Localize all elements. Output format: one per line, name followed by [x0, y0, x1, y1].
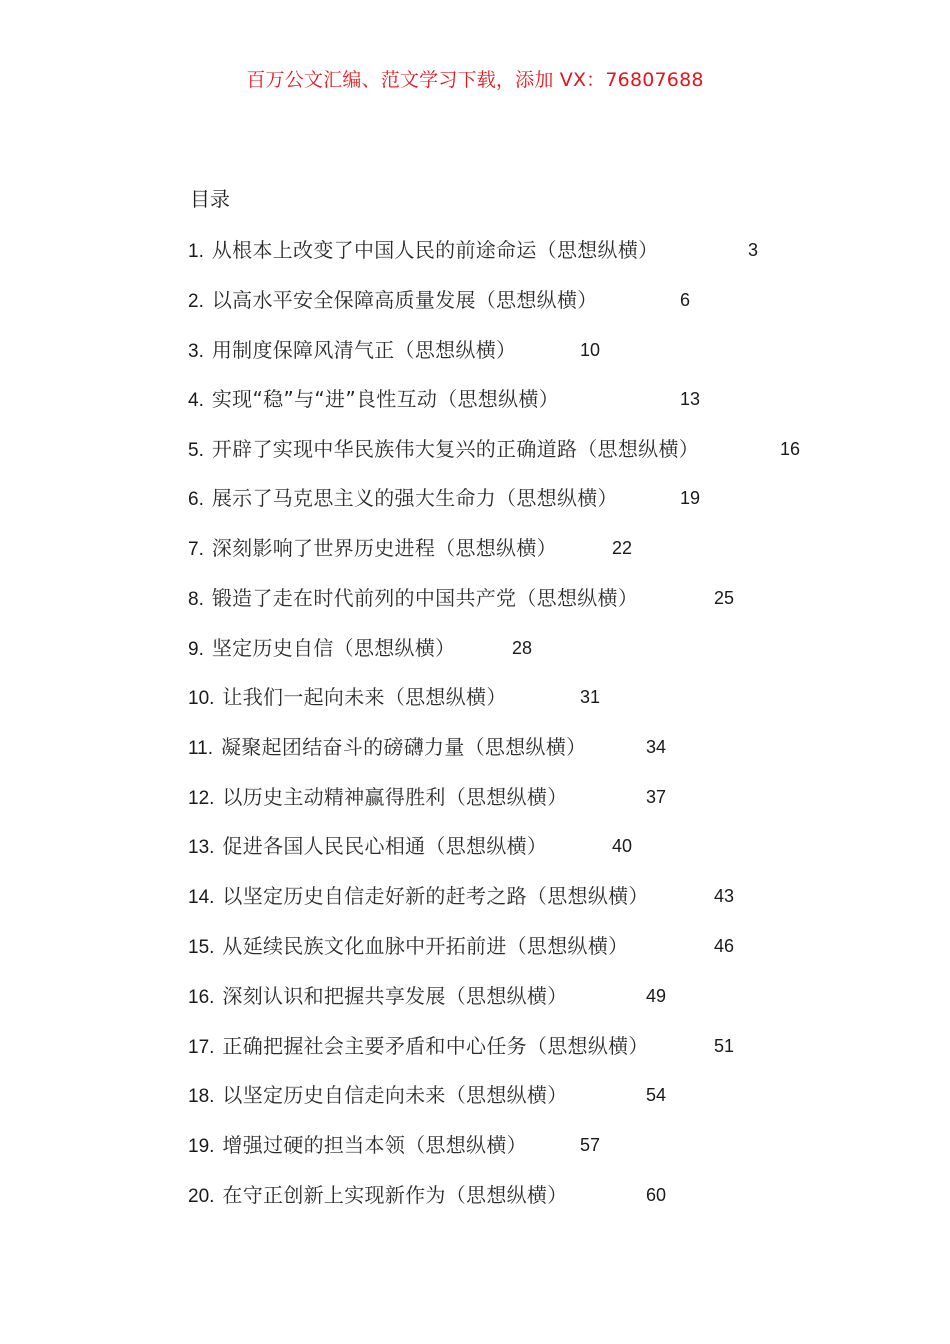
toc-entry-page: 43: [714, 886, 735, 906]
toc-entry-number: 8.: [188, 589, 204, 610]
toc-entry[interactable]: [188, 384, 888, 414]
toc-entry-page: 3: [748, 240, 759, 260]
toc-entry-number: 2.: [188, 291, 204, 312]
toc-entry-number: 16.: [188, 987, 215, 1008]
toc-entry-title: 正确把握社会主要矛盾和中心任务（思想纵横）: [222, 1034, 649, 1058]
toc-entry[interactable]: [188, 831, 888, 861]
toc-entry-number: 5.: [188, 440, 204, 461]
toc-entry-page: 49: [646, 986, 667, 1006]
toc-entry-title: 锻造了走在时代前列的中国共产党（思想纵横）: [211, 586, 639, 610]
toc-entry[interactable]: [188, 682, 888, 712]
toc-entry-title: 实现“稳”与“进”良性互动（思想纵横）: [211, 387, 560, 411]
toc-entry-title: 促进各国人民民心相通（思想纵横）: [222, 834, 548, 858]
toc-entry-number: 13.: [188, 837, 215, 858]
toc-entry-title: 坚定历史自信（思想纵横）: [211, 636, 456, 660]
toc-entry-page: 37: [646, 787, 667, 807]
toc-entry[interactable]: [188, 1180, 888, 1210]
toc-entry-number: 19.: [188, 1136, 215, 1157]
toc-entry-title: 开辟了实现中华民族伟大复兴的正确道路（思想纵横）: [211, 437, 700, 461]
toc-entry-number: 6.: [188, 489, 204, 510]
toc-entry[interactable]: [188, 335, 888, 365]
toc-entry[interactable]: [188, 583, 888, 613]
toc-entry-number: 9.: [188, 639, 204, 660]
toc-entry-page: 13: [680, 389, 701, 409]
toc-entry-title: 从根本上改变了中国人民的前途命运（思想纵横）: [211, 238, 659, 262]
toc-entry-title: 增强过硬的担当本领（思想纵横）: [222, 1133, 527, 1157]
toc-entry-number: 3.: [188, 341, 204, 362]
toc-entry-page: 6: [680, 290, 691, 310]
toc-entry-page: 28: [512, 638, 533, 658]
toc-entry-page: 34: [646, 737, 667, 757]
toc-entry-number: 7.: [188, 539, 204, 560]
toc-entry-page: 25: [714, 588, 735, 608]
toc-entry-number: 18.: [188, 1086, 215, 1107]
toc-entry-number: 14.: [188, 887, 215, 908]
toc-entry-page: 40: [612, 836, 633, 856]
toc-entry[interactable]: [188, 533, 888, 563]
toc-entry[interactable]: [188, 285, 888, 315]
toc-entry-number: 4.: [188, 390, 204, 411]
toc-entry-number: 10.: [188, 688, 215, 709]
toc-entry-page: 10: [580, 340, 601, 360]
toc-entry[interactable]: [188, 633, 888, 663]
toc-entry-title: 深刻影响了世界历史进程（思想纵横）: [211, 536, 557, 560]
toc-entry[interactable]: [188, 1031, 888, 1061]
toc-entry-title: 展示了马克思主义的强大生命力（思想纵横）: [211, 486, 618, 510]
toc-entry[interactable]: [188, 1080, 888, 1110]
toc-entry[interactable]: [188, 732, 888, 762]
toc-entry-number: 17.: [188, 1037, 215, 1058]
toc-entry-title: 凝聚起团结奋斗的磅礴力量（思想纵横）: [221, 735, 587, 759]
toc-entry-title: 以历史主动精神赢得胜利（思想纵横）: [222, 785, 568, 809]
toc-entry-page: 46: [714, 936, 735, 956]
toc-entry[interactable]: [188, 931, 888, 961]
toc-entry-page: 16: [780, 439, 801, 459]
toc-entry-page: 51: [714, 1036, 735, 1056]
header-banner: 百万公文汇编、范文学习下载，添加 VX：76807688: [246, 69, 704, 91]
toc-entry-page: 54: [646, 1085, 667, 1105]
toc-entry-number: 1.: [188, 241, 204, 262]
toc-entry-number: 11.: [188, 738, 214, 759]
toc-entry-page: 60: [646, 1185, 667, 1205]
toc-title: 目录: [190, 187, 230, 211]
toc-entry-page: 22: [612, 538, 633, 558]
toc-entry[interactable]: [188, 981, 888, 1011]
toc-entry-page: 57: [580, 1135, 601, 1155]
toc-entry-title: 用制度保障风清气正（思想纵横）: [211, 338, 517, 362]
toc-entry-title: 以高水平安全保障高质量发展（思想纵横）: [211, 288, 598, 312]
toc-entry-page: 19: [680, 488, 701, 508]
toc-entry-title: 让我们一起向未来（思想纵横）: [222, 685, 507, 709]
toc-entry-title: 在守正创新上实现新作为（思想纵横）: [222, 1183, 568, 1207]
toc-entry-title: 以坚定历史自信走好新的赶考之路（思想纵横）: [222, 884, 649, 908]
toc-entry-number: 15.: [188, 937, 215, 958]
toc-entry[interactable]: [188, 434, 888, 464]
toc-entry-title: 深刻认识和把握共享发展（思想纵横）: [222, 984, 568, 1008]
toc-entry-page: 31: [580, 687, 601, 707]
toc-entry-number: 20.: [188, 1186, 215, 1207]
toc-entry-number: 12.: [188, 788, 215, 809]
toc-entry[interactable]: [188, 1130, 888, 1160]
toc-entry-title: 从延续民族文化血脉中开拓前进（思想纵横）: [222, 934, 629, 958]
toc-entry[interactable]: [188, 881, 888, 911]
toc-entry[interactable]: [188, 235, 888, 265]
toc-entry-title: 以坚定历史自信走向未来（思想纵横）: [222, 1083, 568, 1107]
toc-entry[interactable]: [188, 483, 888, 513]
toc-entry[interactable]: [188, 782, 888, 812]
